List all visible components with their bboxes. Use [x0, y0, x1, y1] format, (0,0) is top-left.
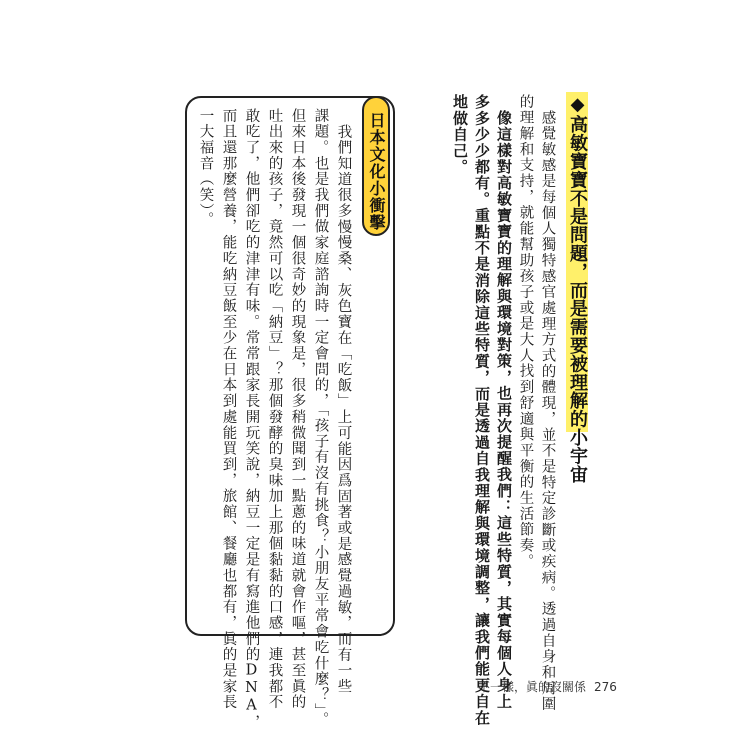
paragraph-line: 感覺敏感是每個人獨特感官處理方式的體現，並不是特定診斷或疾病。透過自身和周圍: [539, 110, 556, 713]
box-line: 敢吃了，他們卻吃的津津有味。常常跟家長開玩笑說，納豆一定是有寫進他們的DNA，: [243, 108, 260, 731]
paragraph-line: 像這樣對高敏寶寶的理解與環境對策，也再次提醒我們：這些特質，其實每個人身上: [495, 110, 513, 710]
box-line: 一大福音（笑）。: [197, 108, 214, 228]
box-line: 而且還那麼營養，能吃納豆飯至少在日本到處能買到，旅館、餐廳也都有，眞的是家長: [220, 108, 237, 711]
box-title: 日本文化小衝擊: [367, 112, 386, 231]
box-line: 我們知道很多慢慢桑、灰色寶在「吃飯」上可能因爲固著或是感覺過敏，而有一些: [335, 124, 352, 695]
running-title: 不一樣，眞的沒關係: [478, 680, 587, 694]
paragraph-line: 的理解和支持，就能幫助孩子或是大人找到舒適與平衡的生活節奏。: [517, 94, 534, 570]
paragraph-line: 多多少少都有。重點不是消除這些特質，而是透過自我理解與環境調整，讓我們能更自在: [473, 94, 491, 726]
page-number: 276: [594, 680, 617, 694]
box-line: 吐出來的孩子，竟然可以吃「納豆」？那個發酵的臭味加上那個黏黏的口感，連我都不: [266, 108, 283, 711]
paragraph-line: 地做自己。: [451, 94, 469, 175]
box-line: 但來日本後發現一個很奇妙的現象是，很多稍微聞到一點蔥的味道就會作嘔，甚至眞的: [289, 108, 306, 711]
box-line: 課題。也是我們做家庭諮詢時一定會問的，「孩子有沒有挑食？小朋友平常會吃什麼？」。: [312, 108, 329, 728]
section-heading: ◆高敏寶寶不是問題，而是需要被理解的小宇宙: [567, 94, 588, 484]
page-footer: [478, 678, 617, 695]
